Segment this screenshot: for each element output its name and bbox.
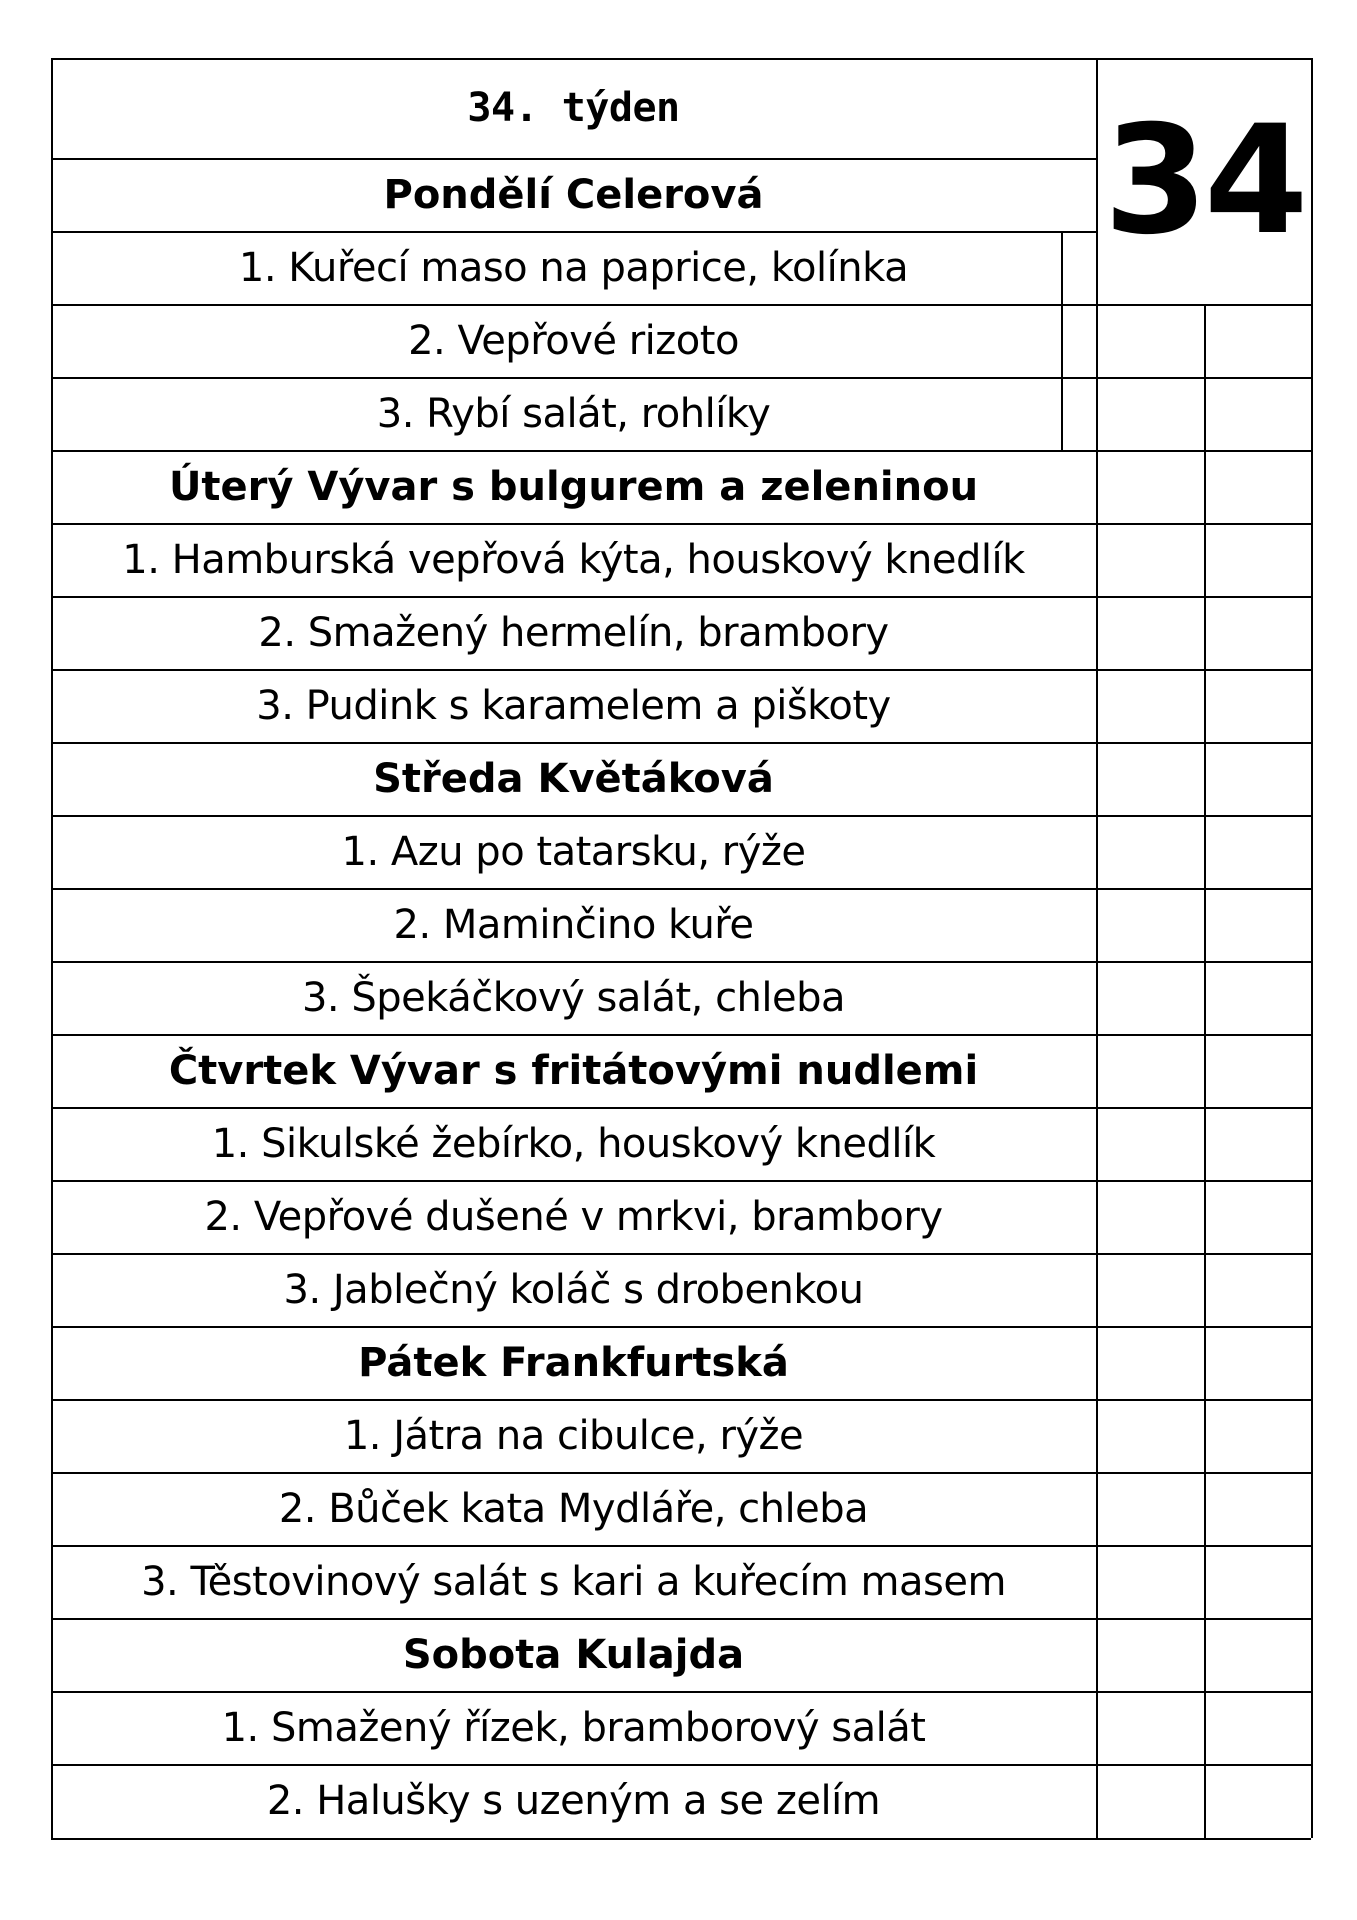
- week-number: 34: [1103, 93, 1305, 268]
- grid-line: [51, 1691, 1096, 1693]
- meal-item: 1. Kuřecí maso na paprice, kolínka: [238, 244, 909, 291]
- meal-item: 2. Smažený hermelín, brambory: [258, 609, 889, 656]
- grid-line: [51, 523, 1096, 525]
- meal-item: 3. Těstovinový salát s kari a kuřecím masem: [141, 1558, 1006, 1605]
- meal-item: 1. Sikulské žebírko, houskový knedlík: [211, 1120, 936, 1167]
- grid-line: [51, 1764, 1096, 1766]
- grid-line: [51, 58, 1311, 60]
- day-heading: Úterý Vývar s bulgurem a zeleninou: [168, 463, 979, 510]
- meal-item: 3. Jablečný koláč s drobenkou: [283, 1266, 864, 1313]
- grid-line: [51, 1399, 1096, 1401]
- grid-line: [51, 450, 1096, 452]
- meal-item: 1. Hamburská vepřová kýta, houskový knedlík: [122, 536, 1025, 583]
- meal-item: 2. Vepřové rizoto: [408, 317, 739, 364]
- grid-line: [51, 1545, 1096, 1547]
- menu-table: [51, 58, 1311, 1838]
- grid-line: [1096, 58, 1098, 1838]
- grid-line: [51, 888, 1096, 890]
- meal-item: 1. Smažený řízek, bramborový salát: [221, 1704, 926, 1751]
- day-heading: Sobota Kulajda: [402, 1631, 745, 1678]
- grid-line: [51, 1472, 1096, 1474]
- meal-item: 2. Vepřové dušené v mrkvi, brambory: [204, 1193, 943, 1240]
- grid-line: [51, 1253, 1096, 1255]
- day-heading: Čtvrtek Vývar s fritátovými nudlemi: [168, 1047, 979, 1094]
- meal-item: 3. Špekáčkový salát, chleba: [301, 974, 846, 1021]
- grid-line: [51, 1034, 1096, 1036]
- grid-line: [51, 596, 1096, 598]
- grid-line: [51, 1618, 1096, 1620]
- grid-line: [1061, 231, 1063, 450]
- grid-line: [51, 742, 1096, 744]
- meal-item: 1. Játra na cibulce, rýže: [343, 1412, 804, 1459]
- grid-line: [51, 58, 53, 1838]
- grid-line: [51, 1326, 1096, 1328]
- meal-item: 2. Bůček kata Mydláře, chleba: [278, 1485, 869, 1532]
- grid-line: [51, 1838, 1311, 1840]
- meal-item: 3. Pudink s karamelem a piškoty: [256, 682, 891, 729]
- day-heading: Pondělí Celerová: [383, 171, 764, 218]
- grid-line: [1204, 304, 1206, 1838]
- grid-line: [51, 961, 1096, 963]
- grid-line: [51, 377, 1096, 379]
- meal-item: 1. Azu po tatarsku, rýže: [341, 828, 806, 875]
- grid-line: [51, 304, 1096, 306]
- grid-line: [51, 158, 1096, 160]
- grid-line: [51, 231, 1096, 233]
- grid-line: [51, 815, 1096, 817]
- meal-item: 2. Maminčino kuře: [393, 901, 754, 948]
- grid-line: [51, 1180, 1096, 1182]
- grid-line: [51, 669, 1096, 671]
- day-heading: Pátek Frankfurtská: [358, 1339, 789, 1386]
- grid-line: [1311, 58, 1313, 1838]
- day-heading: Středa Květáková: [373, 755, 774, 802]
- week-title: 34. týden: [467, 85, 680, 131]
- meal-item: 2. Halušky s uzeným a se zelím: [266, 1777, 881, 1824]
- grid-line: [51, 1107, 1096, 1109]
- meal-item: 3. Rybí salát, rohlíky: [376, 390, 771, 437]
